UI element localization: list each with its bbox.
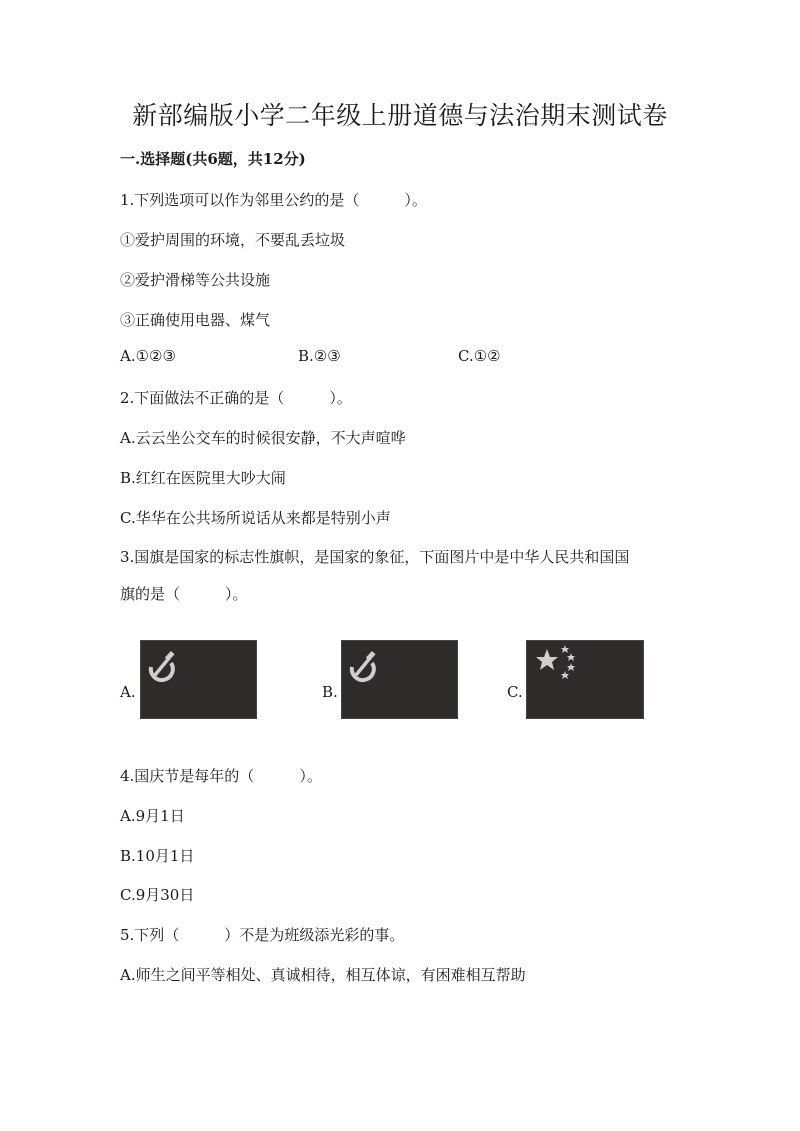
question-2-option-b: B.红红在医院里大吵大闹 bbox=[120, 469, 286, 487]
question-1-option-c: C.①② bbox=[458, 347, 501, 365]
question-4-stem: 4.国庆节是每年的（ ）。 bbox=[120, 767, 322, 785]
question-2-stem: 2.下面做法不正确的是（ ）。 bbox=[120, 389, 352, 407]
question-4-option-b: B.10月1日 bbox=[120, 847, 195, 865]
section-heading: 一.选择题(共6题，共12分) bbox=[120, 150, 306, 168]
question-2-option-a: A.云云坐公交车的时候很安静，不大声喧哗 bbox=[120, 429, 406, 447]
question-1-option-a: A.①②③ bbox=[120, 347, 176, 365]
question-5-stem: 5.下列（ ）不是为班级添光彩的事。 bbox=[120, 926, 405, 944]
hammer-sickle-icon bbox=[342, 641, 457, 718]
question-1-option-b: B.②③ bbox=[298, 347, 341, 365]
question-3-stem-line-1: 3.国旗是国家的标志性旗帜，是国家的象征，下面图片中是中华人民共和国国 bbox=[120, 548, 630, 566]
question-3-option-a: A. bbox=[120, 683, 136, 701]
hammer-sickle-flag-image-2 bbox=[341, 640, 458, 719]
question-4-option-c: C.9月30日 bbox=[120, 886, 195, 904]
question-4-option-a: A.9月1日 bbox=[120, 807, 185, 825]
five-star-flag-image bbox=[526, 640, 644, 719]
question-1-stem: 1.下列选项可以作为邻里公约的是（ ）。 bbox=[120, 191, 427, 209]
five-star-icon bbox=[527, 641, 643, 718]
question-3-stem-line-2: 旗的是（ ）。 bbox=[120, 585, 248, 603]
hammer-sickle-icon bbox=[141, 641, 256, 718]
question-2-option-c: C.华华在公共场所说话从来都是特别小声 bbox=[120, 509, 391, 527]
question-3-option-c: C. bbox=[507, 683, 523, 701]
hammer-sickle-flag-image bbox=[140, 640, 257, 719]
question-5-option-a: A.师生之间平等相处、真诚相待，相互体谅，有困难相互帮助 bbox=[120, 966, 526, 984]
page-title: 新部编版小学二年级上册道德与法治期末测试卷 bbox=[132, 101, 668, 130]
question-1-statement-3: ③正确使用电器、煤气 bbox=[120, 311, 271, 329]
question-3-option-b: B. bbox=[322, 683, 338, 701]
question-1-statement-2: ②爱护滑梯等公共设施 bbox=[120, 271, 271, 289]
question-1-statement-1: ①爱护周围的环境，不要乱丢垃圾 bbox=[120, 231, 346, 249]
